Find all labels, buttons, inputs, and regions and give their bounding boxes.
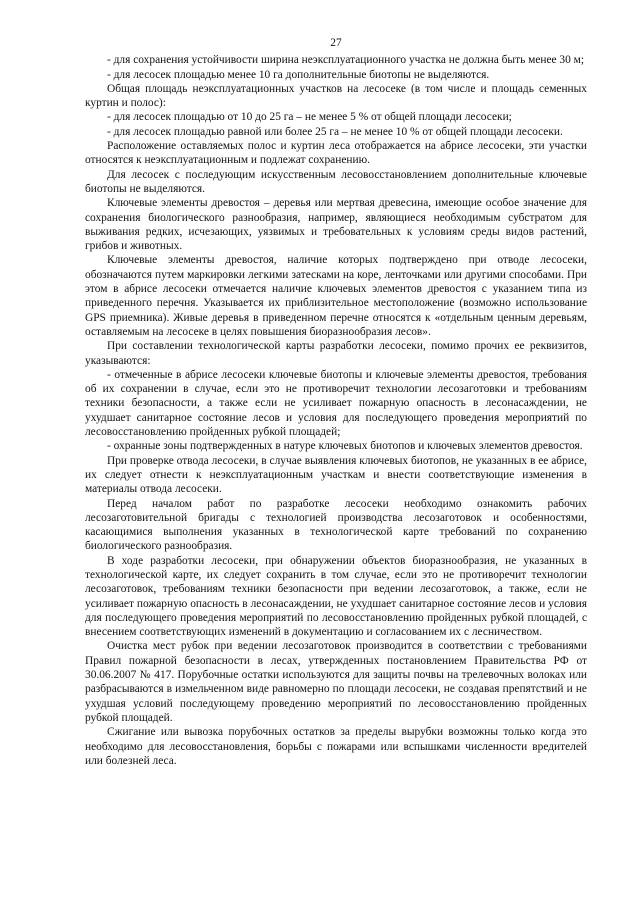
paragraph: Общая площадь неэксплуатационных участков на лесосеке (в том числе и площадь семенных куртин и полос): <box>85 82 587 110</box>
page-number: 27 <box>330 37 342 49</box>
paragraph: - для лесосек площадью от 10 до 25 га – не менее 5 % от общей площади лесосеки; <box>107 111 512 124</box>
paragraph: Расположение оставляемых полос и куртин леса отображается на абрисе лесосеки, эти участки относятся к неэксплуатационным и подлежат сохранению. <box>85 140 587 167</box>
paragraph: - охранные зоны подтвержденных в натуре ключевых биотопов и ключевых элементов древостоя. <box>107 440 583 453</box>
paragraph: - для лесосек площадью равной или более 25 га – не менее 10 % от общей площади лесосеки. <box>107 125 563 138</box>
paragraph: При составлении технологической карты разработки лесосеки, помимо прочих ее реквизитов, указываются: <box>85 340 587 367</box>
paragraph: Перед началом работ по разработке лесосеки необходимо ознакомить рабочих лесозаготовительной бригады с технологией производства лесозаготовок и особенностями, касающимися выполнения указанных в технологической карте требований по сохранению биологического разнообразия. <box>85 497 587 553</box>
paragraph: При проверке отвода лесосеки, в случае выявления ключевых биотопов, не указанных в ее абрисе, их следует отнести к неэксплуатационным участкам и внести соответствующие изменения в материалы отвода лесосеки. <box>85 454 587 496</box>
paragraph: - для сохранения устойчивости ширина неэксплуатационного участка не должна быть менее 30 м; <box>107 54 585 67</box>
paragraph: - для лесосек площадью менее 10 га дополнительные биотопы не выделяются. <box>107 68 490 81</box>
paragraph: Сжигание или вывозка порубочных остатков за пределы вырубки возможны только когда это необходимо для лесовосстановления, борьбы с пожарами или вспышками численности вредителей или болезней леса. <box>85 726 587 767</box>
paragraph: В ходе разработки лесосеки, при обнаружении объектов биоразнообразия, не указанных в технологической карте, их следует сохранить в том случае, если это не противоречит технологии лесозаготовок, требованиям техники безопасности при ведении лесозаготовок, а также, если не усиливает пожарную опасность в лесонасаждении, не ухудшает санитарное состояние лесов и условия для последующего проведения мероприятий по лесовосстановлению пройденных рубкой площадей, с внесением соответствующих изменений в документацию и согласованием их с лесничеством. <box>85 554 587 639</box>
paragraph: - отмеченные в абрисе лесосеки ключевые биотопы и ключевые элементы древостоя, требования об их сохранении в случае, если это не противоречит технологии лесозаготовки и требованиям техники безопасности, а также если не усиливает пожарную опасность в лесонасаждении, не ухудшает санитарное состояние лесов и условия для последующего проведения мероприятий по лесовосстановлению пройденных рубкой площадей; <box>85 368 587 439</box>
paragraph: Для лесосек с последующим искусственным лесовосстановлением дополнительные ключевые биотопы не выделяются. <box>85 168 587 195</box>
paragraph: Ключевые элементы древостоя – деревья или мертвая древесина, имеющие особое значение для сохранения биологического разнообразия, например, являющиеся необходимым субстратом для выживания редких, исчезающих, уязвимых и требовательных к условиям среды видов растений, грибов и животных. <box>85 197 587 253</box>
paragraph: Очистка мест рубок при ведении лесозаготовок производится в соответствии с требованиями Правил пожарной безопасности в лесах, утвержденных постановлением Правительства РФ от 30.06.2007 № 417. Порубочные остатки используются для защиты почвы на трелевочных волоках или разбрасываются в измельченном виде равномерно по площади лесосеки, не создавая препятствий и не ухудшая условий последующему проведению мероприятий по лесовосстановлению пройденных рубкой площадей. <box>85 640 587 724</box>
paragraph: Ключевые элементы древостоя, наличие которых подтверждено при отводе лесосеки, обозначаются путем маркировки легкими затесками на коре, ленточками или другими способами. При этом в абрисе лесосеки отмечается наличие ключевых элементов древостоя с указанием типа из приведенного перечня. Указывается их приблизительное местоположение (возможно использование GPS приемника). Живые деревья в приведенном перечне относятся к «отдельным ценным деревьям, оставляемым на лесосеке в целях повышения биоразнообразия лесов». <box>85 254 587 338</box>
